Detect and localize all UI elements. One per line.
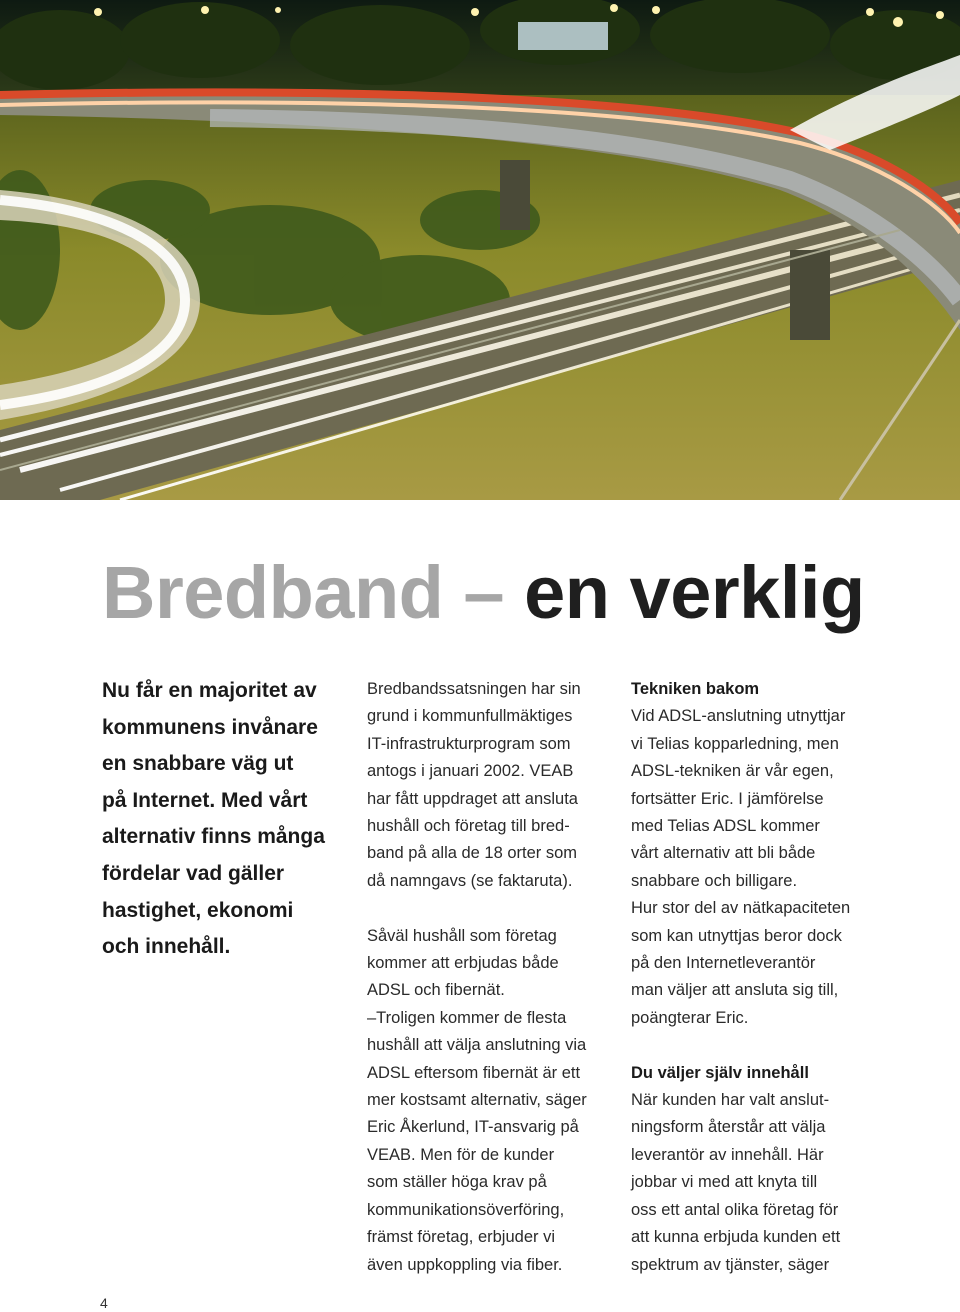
headline	[102, 548, 960, 638]
text-line: fortsätter Eric. I jämförelse	[631, 789, 824, 808]
col3-heading-2: Du väljer själv innehåll	[631, 1063, 809, 1082]
text-line: mer kostsamt alternativ, säger	[367, 1091, 587, 1110]
col3-paragraph-1	[631, 703, 901, 1032]
text-line: att kunna erbjuda kunden ett	[631, 1228, 841, 1247]
text-line: oss ett antal olika företag för	[631, 1200, 839, 1219]
text-line: ningsform återstår att välja	[631, 1118, 826, 1137]
text-line: främst företag, erbjuder vi	[367, 1228, 555, 1247]
text-line: fördelar vad gäller	[102, 861, 285, 885]
text-line: hushåll och företag till bred-	[367, 817, 570, 836]
text-line: Vid ADSL-anslutning utnyttjar	[631, 707, 846, 726]
text-line: VEAB. Men för de kunder	[367, 1145, 555, 1164]
text-line: hastighet, ekonomi	[102, 898, 294, 922]
text-line: och innehåll.	[102, 935, 231, 959]
text-line: leverantör av innehåll. Här	[631, 1145, 824, 1164]
text-line: på den Internetleverantör	[631, 954, 816, 973]
text-line: poängterar Eric.	[631, 1008, 749, 1027]
text-line: som kan utnyttjas beror dock	[631, 926, 842, 945]
text-line: vårt alternativ att bli både	[631, 844, 816, 863]
hero-photo-highway	[0, 0, 960, 500]
text-line: När kunden har valt anslut-	[631, 1091, 830, 1110]
text-line: vi Telias kopparledning, men	[631, 734, 839, 753]
headline-part-1: Bredband	[102, 551, 444, 634]
text-line: med Telias ADSL kommer	[631, 817, 820, 836]
text-line: har fått uppdraget att ansluta	[367, 789, 578, 808]
headline-dash: –	[463, 551, 505, 634]
text-line: även uppkoppling via fiber.	[367, 1255, 563, 1274]
text-line: på Internet. Med vårt	[102, 788, 308, 812]
page-number: 4	[100, 1295, 108, 1311]
text-line: Eric Åkerlund, IT-ansvarig på	[367, 1118, 579, 1137]
text-line: snabbare och billigare.	[631, 871, 798, 890]
text-line: kommunens invånare	[102, 715, 318, 739]
lead-paragraph	[102, 673, 352, 966]
text-line: Hur stor del av nätkapaciteten	[631, 899, 851, 918]
text-line: hushåll att välja anslutning via	[367, 1036, 587, 1055]
text-line: kommunikationsöverföring,	[367, 1200, 565, 1219]
col3-heading-1: Tekniken bakom	[631, 680, 760, 698]
body-column-2	[367, 676, 612, 1279]
text-line: ADSL och fibernät.	[367, 981, 505, 1000]
text-line: ADSL-tekniken är vår egen,	[631, 762, 834, 781]
text-line: IT-infrastrukturprogram som	[367, 734, 571, 753]
text-line: spektrum av tjänster, säger	[631, 1255, 830, 1274]
text-line: antogs i januari 2002. VEAB	[367, 762, 574, 781]
col2-paragraph-2	[367, 923, 612, 1279]
text-line: kommer att erbjudas både	[367, 954, 559, 973]
col3-paragraph-2	[631, 1087, 901, 1279]
text-line: band på alla de 18 orter som	[367, 844, 578, 863]
text-line: man väljer att ansluta sig till,	[631, 981, 839, 1000]
highway-photo-illustration	[0, 0, 960, 500]
text-line: då namngavs (se faktaruta).	[367, 871, 573, 890]
text-line: Bredbandssatsningen har sin	[367, 680, 581, 698]
text-line: jobbar vi med att knyta till	[631, 1173, 818, 1192]
text-line: alternativ finns många	[102, 825, 325, 849]
text-line: –Troligen kommer de flesta	[367, 1008, 567, 1027]
headline-part-2: en verklig	[524, 551, 865, 634]
body-column-3	[631, 676, 901, 1279]
text-line: Såväl hushåll som företag	[367, 926, 557, 945]
text-line: en snabbare väg ut	[102, 752, 294, 776]
col2-paragraph-1	[367, 676, 612, 895]
text-line: ADSL eftersom fibernät är ett	[367, 1063, 581, 1082]
text-line: Nu får en majoritet av	[102, 679, 317, 702]
text-line: grund i kommunfullmäktiges	[367, 707, 573, 726]
text-line: som ställer höga krav på	[367, 1173, 547, 1192]
